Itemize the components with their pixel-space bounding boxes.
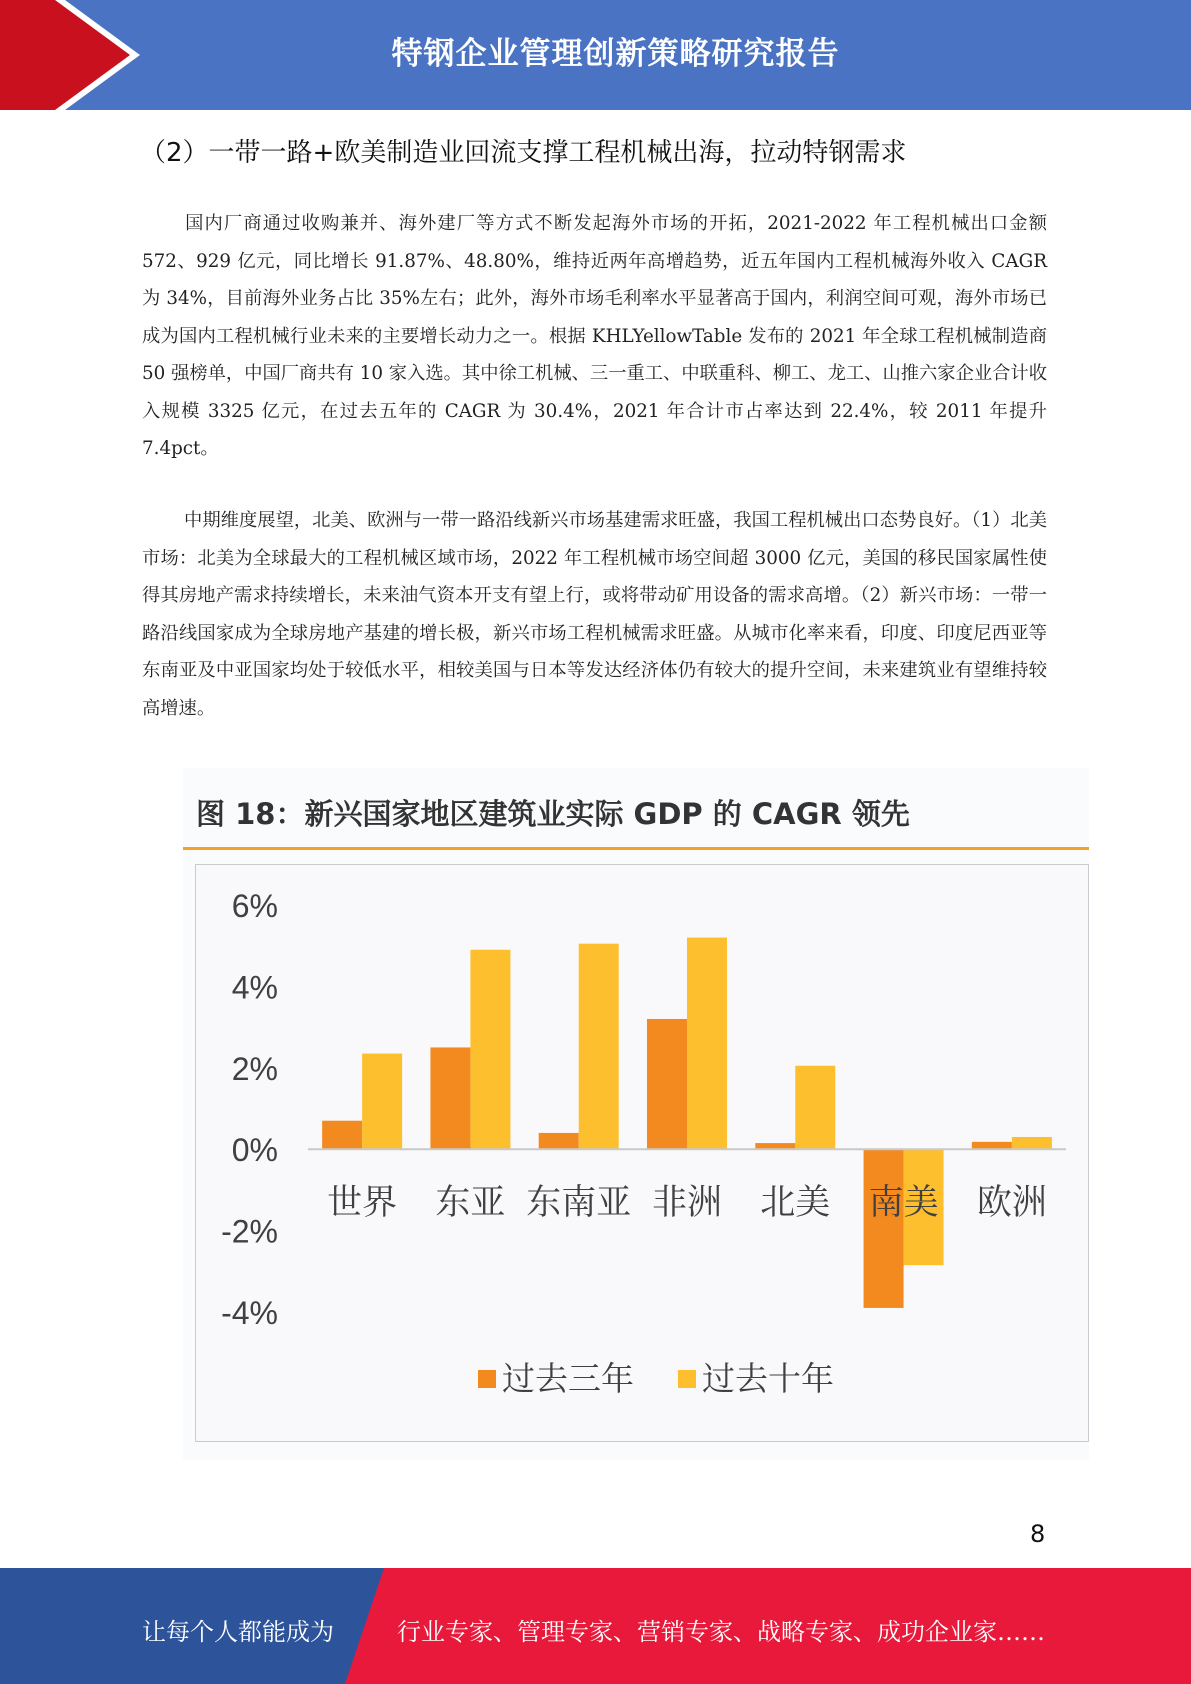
y-tick-label: -2% xyxy=(221,1213,278,1250)
bar-chart xyxy=(196,865,1087,1440)
bar-past-10-years xyxy=(687,938,727,1150)
figure-title-rule xyxy=(183,847,1089,850)
page-footer xyxy=(0,1568,1191,1684)
bar-past-10-years xyxy=(795,1066,835,1149)
y-tick-label: -4% xyxy=(221,1295,278,1331)
y-tick-label: 4% xyxy=(231,969,278,1006)
body-paragraph xyxy=(142,205,1047,468)
footer-slogan-left: 让每个人都能成为 xyxy=(142,1618,334,1646)
legend-label: 过去十年 xyxy=(702,1359,834,1398)
x-category-label: 南美 xyxy=(868,1183,939,1224)
x-category-label: 非洲 xyxy=(651,1183,723,1224)
legend-label: 过去三年 xyxy=(502,1359,634,1398)
chart-frame xyxy=(195,864,1089,1442)
bar-past-3-years xyxy=(322,1121,362,1149)
paragraph-text: 国内厂商通过收购兼并、海外建厂等方式不断发起海外市场的开拓，2021-2022 年工程机械出口金额 572、929 亿元，同比增长 91.87%、48.80%，维持近两年高增趋势，近五年国内工程机械海外收入 CAGR 为 34%，目前海外业务占比 35%左右；此外，海外市场毛利率水平显著高于国内，利润空间可观，海外市场已成为国内工程机械行业未来的主要增长动力之一。根据 KHLYellowTable 发布的 2021 年全球工程机械制造商 50 强榜单，中国厂商共有 10 家入选。其中徐工机械、三一重工、中联重科、柳工、龙工、山推六家企业合计收入规模 3325 亿元，在过去五年的 CAGR 为 30.4%，2021 年合计市占率达到 22.4%，较 2011 年提升 7.4pct。 xyxy=(142,213,1047,459)
figure-panel xyxy=(183,768,1089,1460)
x-category-label: 东南亚 xyxy=(526,1183,632,1224)
x-category-label: 欧洲 xyxy=(976,1183,1047,1224)
bar-past-10-years xyxy=(362,1054,402,1150)
y-tick-label: 0% xyxy=(231,1132,278,1169)
paragraph-text: 中期维度展望，北美、欧洲与一带一路沿线新兴市场基建需求旺盛，我国工程机械出口态势良好。（1）北美市场：北美为全球最大的工程机械区域市场，2022 年工程机械市场空间超 3000 亿元，美国的移民国家属性使得其房地产需求持续增长，未来油气资本开支有望上行，或将带动矿用设备的需求高增。（2）新兴市场：一带一路沿线国家成为全球房地产基建的增长极，新兴市场工程机械需求旺盛。从城市化率来看，印度、印度尼西亚等东南亚及中亚国家均处于较低水平，相较美国与日本等发达经济体仍有较大的提升空间，未来建筑业有望维持较高增速。 xyxy=(142,510,1047,719)
header-title: 特钢企业管理创新策略研究报告 xyxy=(391,36,840,72)
legend-swatch xyxy=(478,1370,496,1388)
x-category-label: 世界 xyxy=(327,1183,398,1224)
bar-past-3-years xyxy=(647,1019,687,1149)
body-paragraph xyxy=(142,502,1047,727)
x-category-label: 东亚 xyxy=(435,1183,506,1224)
section-heading: （2）一带一路+欧美制造业回流支撑工程机械出海，拉动特钢需求 xyxy=(140,138,907,168)
footer-slogan-right: 行业专家、管理专家、营销专家、战略专家、成功企业家…… xyxy=(397,1618,1045,1646)
y-tick-label: 6% xyxy=(231,888,278,924)
bar-past-10-years xyxy=(579,944,619,1150)
legend-swatch xyxy=(678,1370,696,1388)
figure-title: 图 18：新兴国家地区建筑业实际 GDP 的 CAGR 领先 xyxy=(196,797,910,831)
page-number: 8 xyxy=(1030,1520,1046,1548)
x-category-label: 北美 xyxy=(760,1183,831,1224)
bar-past-3-years xyxy=(539,1133,579,1149)
bar-past-3-years xyxy=(864,1149,904,1308)
y-tick-label: 2% xyxy=(231,1050,278,1087)
page-header xyxy=(0,0,1191,110)
bar-past-10-years xyxy=(470,950,510,1149)
bar-past-3-years xyxy=(430,1047,470,1149)
bar-past-3-years xyxy=(972,1142,1012,1149)
bar-past-10-years xyxy=(1012,1137,1052,1149)
